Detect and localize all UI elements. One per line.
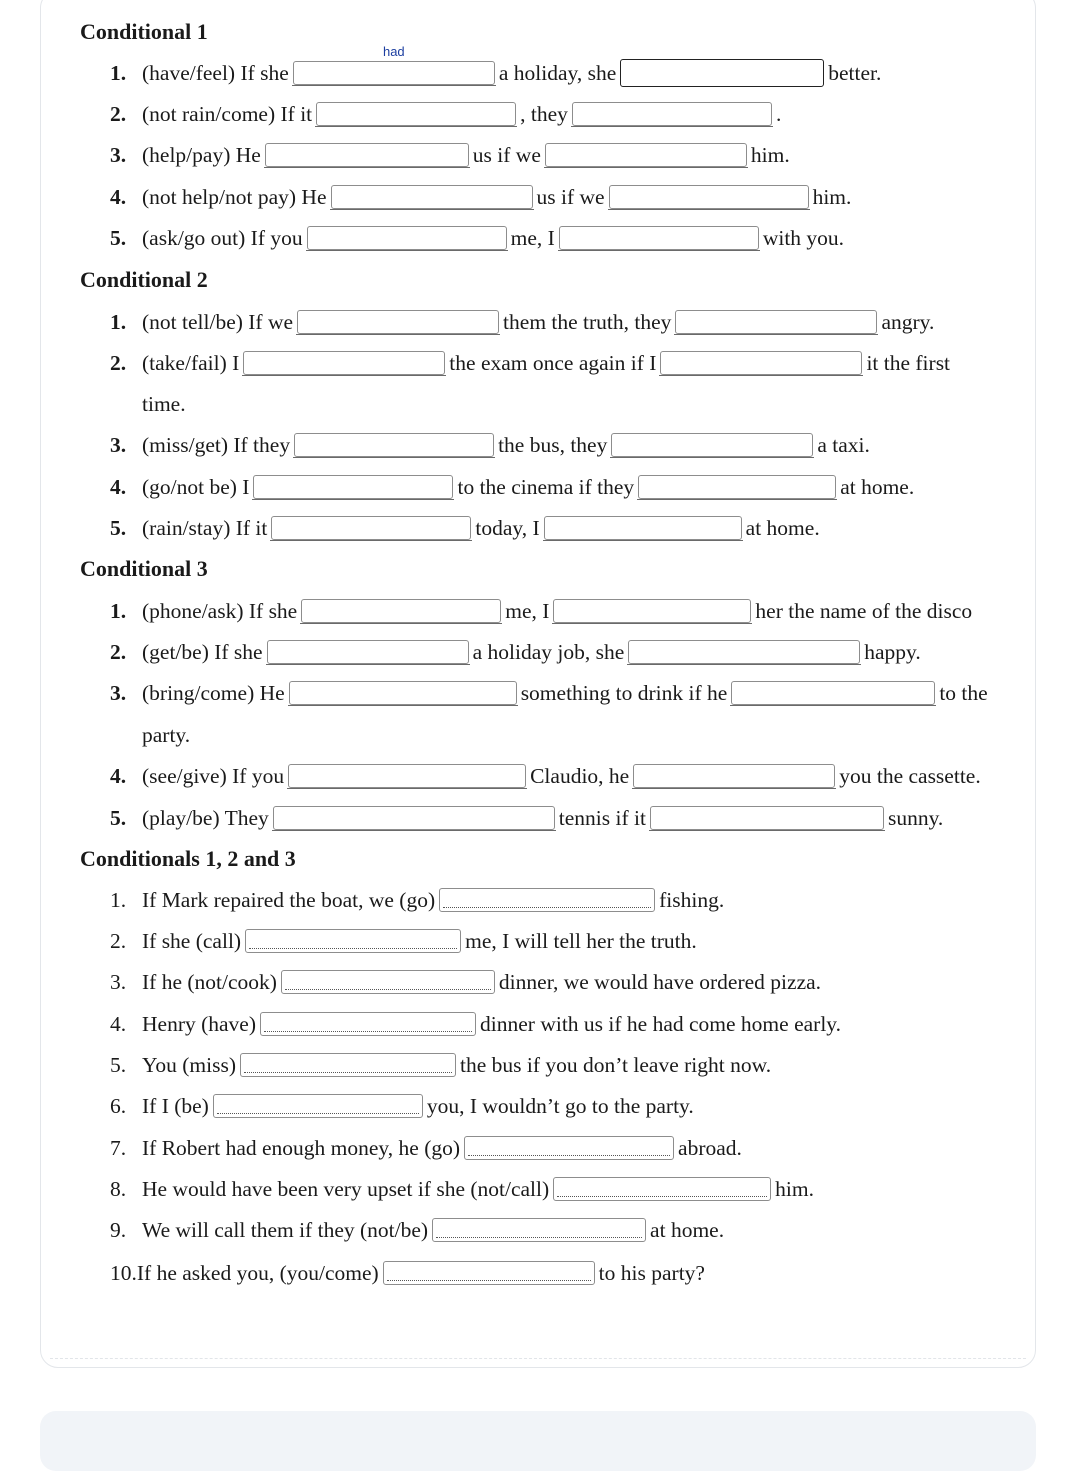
exercise-item — [110, 1009, 841, 1039]
item-text: (not rain/come) If it — [142, 101, 313, 126]
item-text: (see/give) If you — [142, 763, 285, 788]
item-text: at home. — [840, 474, 915, 499]
item-text: (get/be) If she — [142, 639, 263, 664]
exercise-item — [110, 140, 790, 170]
item-text: Henry (have) — [142, 1011, 257, 1036]
item-text: sunny. — [887, 805, 944, 830]
item-text: You (miss) — [142, 1052, 236, 1077]
item-number: 1. — [110, 309, 127, 334]
item-text: (play/be) They — [142, 805, 269, 830]
item-text: him. — [812, 184, 852, 209]
item-number: 2. — [110, 639, 127, 664]
item-text: abroad. — [678, 1135, 742, 1160]
answer-field[interactable] — [271, 516, 471, 540]
item-text: me, I — [505, 598, 550, 623]
item-number: 2. — [110, 101, 127, 126]
item-number: 2. — [110, 928, 127, 953]
item-number: 3. — [110, 969, 127, 994]
answer-field[interactable] — [289, 681, 517, 705]
exercise-item — [110, 223, 844, 253]
answer-field[interactable] — [559, 226, 759, 250]
item-number: 5. — [110, 225, 127, 250]
item-text: better. — [828, 60, 882, 85]
item-text: with you. — [762, 225, 845, 250]
exercise-item — [110, 1050, 771, 1080]
answer-field[interactable] — [331, 185, 533, 209]
item-text: to the — [939, 680, 988, 705]
item-text: He would have been very upset if she (not/call) — [142, 1176, 550, 1201]
answer-field[interactable] — [660, 351, 862, 375]
item-text: If she (call) — [142, 928, 242, 953]
item-number: 6. — [110, 1093, 127, 1118]
item-text: us if we — [536, 184, 605, 209]
exercise-item — [110, 678, 988, 708]
section-heading: Conditional 2 — [80, 267, 208, 292]
answer-field[interactable] — [675, 310, 877, 334]
answer-value: had — [382, 44, 405, 59]
answer-field[interactable] — [253, 475, 453, 499]
item-text: the bus if you don’t leave right now. — [460, 1052, 772, 1077]
exercise-item — [110, 596, 972, 626]
exercise-item — [110, 1174, 814, 1204]
answer-field[interactable] — [243, 351, 445, 375]
item-continuation: party. — [142, 722, 191, 747]
exercise-item — [110, 99, 781, 129]
item-text: you, I wouldn’t go to the party. — [426, 1093, 694, 1118]
item-text: Claudio, he — [530, 763, 630, 788]
exercise-item — [110, 1133, 742, 1163]
answer-field[interactable] — [545, 143, 747, 167]
item-number: 1. — [110, 60, 127, 85]
answer-field[interactable] — [650, 806, 884, 830]
exercise-item — [110, 637, 921, 667]
answer-field[interactable] — [609, 185, 809, 209]
item-text: If he (not/cook) — [142, 969, 277, 994]
item-text: (miss/get) If they — [142, 432, 291, 457]
answer-field[interactable] — [553, 599, 751, 623]
answer-field[interactable] — [297, 310, 499, 334]
item-text: it the first — [866, 350, 951, 375]
section-heading: Conditional 3 — [80, 556, 208, 581]
item-text: fishing. — [659, 887, 725, 912]
answer-field[interactable] — [544, 516, 742, 540]
item-text: at home. — [650, 1217, 725, 1242]
exercise-item — [110, 1258, 705, 1288]
answer-field[interactable] — [301, 599, 501, 623]
exercise-item — [110, 44, 882, 88]
exercise-item — [110, 1091, 694, 1121]
item-text: him. — [775, 1176, 814, 1201]
item-number: 7. — [110, 1135, 127, 1160]
item-text: tennis if it — [558, 805, 646, 830]
answer-field[interactable] — [240, 1053, 456, 1077]
item-text: to the cinema if they — [457, 474, 635, 499]
answer-field[interactable] — [293, 44, 495, 85]
answer-field[interactable] — [265, 143, 469, 167]
item-text: to his party? — [598, 1260, 705, 1285]
item-text: (have/feel) If she — [142, 60, 289, 85]
answer-field[interactable] — [633, 764, 835, 788]
answer-field[interactable] — [213, 1094, 423, 1118]
answer-field[interactable] — [267, 640, 469, 664]
item-text: the exam once again if I — [449, 350, 657, 375]
item-text: a taxi. — [817, 432, 870, 457]
item-text: (not tell/be) If we — [142, 309, 294, 334]
answer-field[interactable] — [638, 475, 836, 499]
answer-field[interactable] — [731, 681, 935, 705]
item-text: you the cassette. — [839, 763, 981, 788]
item-text: us if we — [472, 142, 541, 167]
item-text: We will call them if they (not/be) — [142, 1217, 429, 1242]
answer-field[interactable] — [288, 764, 526, 788]
item-text: a holiday job, she — [472, 639, 625, 664]
exercise-item — [110, 803, 943, 833]
item-number: 3. — [110, 142, 127, 167]
item-text: If he asked you, (you/come) — [136, 1260, 379, 1285]
answer-field[interactable] — [620, 59, 824, 87]
item-text: (rain/stay) If it — [142, 515, 268, 540]
exercise-item — [110, 348, 950, 378]
item-text: her the name of the disco — [755, 598, 973, 623]
item-text: If I (be) — [142, 1093, 209, 1118]
item-text: them the truth, they — [503, 309, 672, 334]
item-text: at home. — [745, 515, 820, 540]
answer-field[interactable] — [316, 102, 516, 126]
item-number: 4. — [110, 474, 127, 499]
answer-field[interactable] — [628, 640, 860, 664]
exercise-item — [110, 182, 851, 212]
answer-field[interactable] — [294, 433, 494, 457]
item-text: If Mark repaired the boat, we (go) — [142, 887, 436, 912]
exercise-item — [110, 472, 914, 502]
item-text: angry. — [881, 309, 935, 334]
answer-field[interactable] — [553, 1177, 771, 1201]
exercise-item — [110, 885, 724, 915]
exercise-item — [110, 430, 870, 460]
item-text: dinner with us if he had come home early. — [480, 1011, 842, 1036]
answer-field[interactable] — [245, 929, 461, 953]
item-text: . — [775, 101, 782, 126]
answer-field[interactable] — [432, 1218, 646, 1242]
item-continuation: time. — [142, 391, 186, 416]
item-number: 1. — [110, 598, 127, 623]
item-number: 4. — [110, 184, 127, 209]
section-heading: Conditional 1 — [80, 19, 208, 44]
answer-field[interactable] — [464, 1136, 674, 1160]
item-text: (take/fail) I — [142, 350, 240, 375]
item-text: me, I will tell her the truth. — [465, 928, 697, 953]
exercise-item — [110, 761, 981, 791]
item-text: (ask/go out) If you — [142, 225, 303, 250]
item-number: 10. — [110, 1260, 137, 1285]
section-heading: Conditionals 1, 2 and 3 — [80, 846, 296, 871]
item-number: 2. — [110, 350, 127, 375]
item-text: dinner, we would have ordered pizza. — [498, 969, 822, 994]
answer-field[interactable] — [281, 970, 495, 994]
item-text: the bus, they — [498, 432, 608, 457]
answer-field[interactable] — [439, 888, 655, 912]
item-text: (help/pay) He — [142, 142, 261, 167]
item-text: (go/not be) I — [142, 474, 250, 499]
exercise-item — [110, 926, 697, 956]
item-text: (phone/ask) If she — [142, 598, 298, 623]
item-number: 8. — [110, 1176, 127, 1201]
exercise-item — [110, 307, 934, 337]
item-text: something to drink if he — [520, 680, 728, 705]
item-number: 5. — [110, 805, 127, 830]
exercise-item — [110, 1215, 724, 1245]
exercise-item — [110, 967, 821, 997]
item-text: happy. — [864, 639, 921, 664]
item-number: 5. — [110, 515, 127, 540]
item-number: 3. — [110, 680, 127, 705]
item-text: me, I — [510, 225, 555, 250]
item-number: 4. — [110, 1011, 127, 1036]
item-text: today, I — [475, 515, 540, 540]
answer-field[interactable] — [611, 433, 813, 457]
item-text: (bring/come) He — [142, 680, 285, 705]
item-text: a holiday, she — [498, 60, 617, 85]
answer-field[interactable] — [260, 1012, 476, 1036]
item-number: 4. — [110, 763, 127, 788]
item-number: 5. — [110, 1052, 127, 1077]
answer-field[interactable] — [572, 102, 772, 126]
answer-field[interactable] — [273, 806, 555, 830]
item-text: If Robert had enough money, he (go) — [142, 1135, 461, 1160]
item-text: him. — [750, 142, 790, 167]
item-number: 1. — [110, 887, 127, 912]
item-text: (not help/not pay) He — [142, 184, 327, 209]
item-number: 3. — [110, 432, 127, 457]
answer-field[interactable] — [383, 1261, 595, 1285]
item-text: , they — [520, 101, 568, 126]
exercise-item — [110, 513, 820, 543]
item-number: 9. — [110, 1217, 127, 1242]
answer-field[interactable] — [307, 226, 507, 250]
